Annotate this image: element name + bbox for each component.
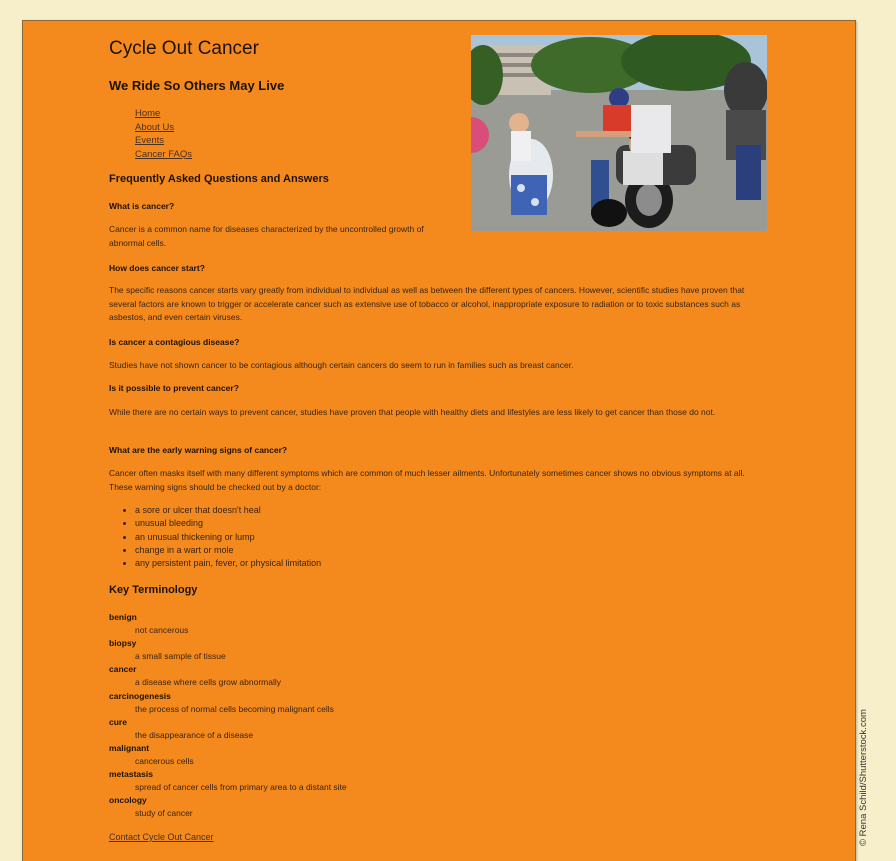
contact-link[interactable]: Contact Cycle Out Cancer [109,832,214,842]
faq-question: What are the early warning signs of cancer? [109,445,288,455]
faq-answer: Cancer often masks itself with many different symptoms which are common of much lesser ailments. Unfortunately sometimes cancer shows no obvious symptoms at all. These warning signs should be checked out by a doctor: [109,468,745,492]
motorcycle-rider-photo [471,35,767,231]
term: biopsy [109,638,137,649]
term-definition: cancerous cells [135,756,194,767]
nav-link-events[interactable]: Events [135,135,165,146]
faq-answer: Studies have not shown cancer to be contagious although certain cancers do seem to run in families such as breast cancer. [109,360,574,370]
term-definition: the disappearance of a disease [135,729,254,740]
list-item: • change in a wart or mole [135,544,321,557]
nav-link-home[interactable]: Home [135,108,161,119]
list-item: • unusual bleeding [135,517,321,530]
terminology-list [109,611,347,821]
faq-question: What is cancer? [109,201,175,211]
term-definition: spread of cancer cells from primary area to a distant site [135,782,347,793]
faq-question: Is cancer a contagious disease? [109,337,240,347]
term-definition: not cancerous [135,625,189,636]
faq-answer: Cancer is a common name for diseases characterized by the uncontrolled growth of abnormal cells. [109,224,424,248]
faq-answer: The specific reasons cancer starts vary greatly from individual to individual as well as between the different types of cancers. However, scientific studies have proven that several factors are known to trigger or accelerate cancer such as extensive use of tobacco or alcohol, inappropriate exposure to radiation or to toxic substances such as asbestos, and even certain viruses. [109,285,745,322]
term-definition: a small sample of tissue [135,651,226,662]
faq-question: Is it possible to prevent cancer? [109,383,239,393]
site-tagline: We Ride So Others May Live [109,78,285,93]
photo-credit: © Rena Schild/Shutterstock.com [858,709,869,846]
web-page [22,20,856,861]
photo-illustration [471,35,767,231]
terminology-heading: Key Terminology [109,584,198,596]
term: benign [109,612,137,622]
term: cancer [109,664,137,675]
term-definition: a disease where cells grow abnormally [135,677,281,688]
faq-answer: While there are no certain ways to prevent cancer, studies have proven that people with healthy diets and lifestyles are less likely to get cancer than those do not. [109,407,716,417]
list-item: • any persistent pain, fever, or physical limitation [135,557,321,570]
term: metastasis [109,769,153,780]
warning-signs-list [123,504,321,570]
term-definition: study of cancer [135,808,193,819]
term: malignant [109,742,150,753]
list-item: • a sore or ulcer that doesn't heal [135,504,321,517]
faq-heading: Frequently Asked Questions and Answers [109,173,329,185]
site-title: Cycle Out Cancer [109,38,259,59]
nav-link-cancer-faqs[interactable]: Cancer FAQs [135,148,193,160]
term-definition: the process of normal cells becoming malignant cells [135,703,334,714]
faq-question: How does cancer start? [109,263,205,273]
list-item: • an unusual thickening or lump [135,531,321,544]
term: cure [109,716,127,727]
main-nav [135,107,192,161]
term: carcinogenesis [109,690,171,701]
nav-link-about-us[interactable]: About Us [135,121,175,133]
term: oncology [109,795,147,806]
